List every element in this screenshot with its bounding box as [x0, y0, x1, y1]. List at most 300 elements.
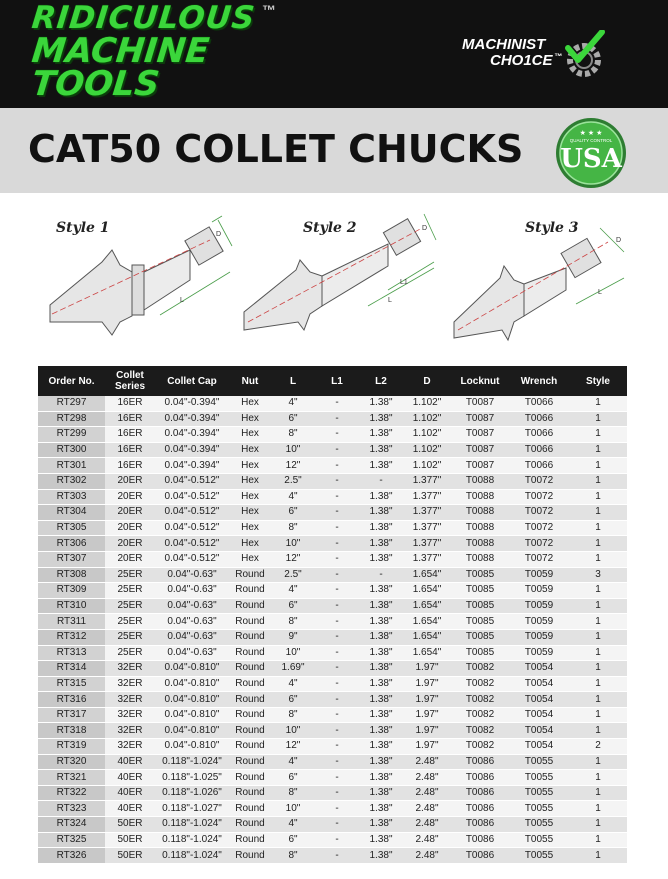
cell-collet-series: 25ER [105, 645, 155, 661]
cell-order-no: RT326 [38, 848, 105, 864]
cell-collet-series: 40ER [105, 785, 155, 801]
badge-stars: ★ ★ ★ [579, 130, 603, 137]
table-row [38, 754, 627, 770]
cell-l2: 1.38" [359, 396, 403, 411]
cell-l1: - [315, 629, 359, 645]
table-row [38, 473, 627, 489]
cell-collet-cap: 0.118"-1.024" [155, 848, 229, 864]
cell-d: 1.377" [403, 520, 451, 536]
cell-l2: 1.38" [359, 676, 403, 692]
cell-locknut: T0082 [451, 723, 509, 739]
cell-nut: Hex [229, 489, 271, 505]
cell-locknut: T0082 [451, 676, 509, 692]
cell-collet-series: 50ER [105, 817, 155, 833]
cell-collet-series: 16ER [105, 411, 155, 427]
cell-wrench: T0072 [509, 489, 569, 505]
cell-collet-cap: 0.04"-0.394" [155, 396, 229, 411]
cell-order-no: RT302 [38, 473, 105, 489]
cell-d: 1.97" [403, 661, 451, 677]
cell-order-no: RT320 [38, 754, 105, 770]
col-header-d: D [403, 366, 451, 396]
cell-locknut: T0082 [451, 692, 509, 708]
cell-style: 1 [569, 707, 627, 723]
cell-locknut: T0082 [451, 661, 509, 677]
cell-l: 2.5" [271, 473, 315, 489]
cell-locknut: T0087 [451, 442, 509, 458]
table-row [38, 458, 627, 474]
cell-collet-cap: 0.04"-0.63" [155, 629, 229, 645]
cell-order-no: RT316 [38, 692, 105, 708]
cell-style: 1 [569, 645, 627, 661]
cell-locknut: T0087 [451, 458, 509, 474]
table-row [38, 551, 627, 567]
cell-locknut: T0086 [451, 754, 509, 770]
table-row [38, 723, 627, 739]
cell-d: 2.48" [403, 785, 451, 801]
cell-collet-series: 32ER [105, 723, 155, 739]
cell-nut: Round [229, 817, 271, 833]
style-3-dim-d: D [616, 237, 622, 244]
cell-l: 4" [271, 489, 315, 505]
cell-collet-cap: 0.04"-0.63" [155, 645, 229, 661]
table-row [38, 489, 627, 505]
cell-wrench: T0059 [509, 629, 569, 645]
cell-l1: - [315, 785, 359, 801]
cell-nut: Hex [229, 536, 271, 552]
cell-nut: Hex [229, 411, 271, 427]
cell-nut: Round [229, 723, 271, 739]
cell-style: 1 [569, 801, 627, 817]
cell-collet-series: 32ER [105, 739, 155, 755]
cell-collet-cap: 0.118"-1.025" [155, 770, 229, 786]
brand-line-1: RIDICULOUS [30, 0, 258, 36]
cell-collet-series: 25ER [105, 598, 155, 614]
cell-l: 10" [271, 536, 315, 552]
cell-l2: 1.38" [359, 801, 403, 817]
cell-style: 1 [569, 520, 627, 536]
cell-style: 1 [569, 473, 627, 489]
cell-order-no: RT300 [38, 442, 105, 458]
cell-d: 1.97" [403, 692, 451, 708]
cell-locknut: T0086 [451, 832, 509, 848]
cell-l1: - [315, 676, 359, 692]
cell-l: 12" [271, 551, 315, 567]
cell-l: 8" [271, 707, 315, 723]
col-header-l1: L1 [315, 366, 359, 396]
cell-order-no: RT323 [38, 801, 105, 817]
cell-locknut: T0088 [451, 551, 509, 567]
table-row [38, 396, 627, 411]
cell-nut: Hex [229, 473, 271, 489]
badge-main-text: USA [560, 144, 622, 174]
cell-d: 1.654" [403, 629, 451, 645]
cell-d: 1.97" [403, 723, 451, 739]
cell-collet-series: 20ER [105, 551, 155, 567]
cell-order-no: RT298 [38, 411, 105, 427]
table-row [38, 832, 627, 848]
cell-wrench: T0066 [509, 442, 569, 458]
cell-collet-series: 16ER [105, 396, 155, 411]
cell-d: 1.654" [403, 645, 451, 661]
cell-wrench: T0059 [509, 645, 569, 661]
cell-l1: - [315, 427, 359, 443]
cell-l2: 1.38" [359, 505, 403, 521]
cell-l2: 1.38" [359, 583, 403, 599]
header-banner [0, 0, 668, 108]
cell-nut: Hex [229, 458, 271, 474]
cell-collet-cap: 0.04"-0.394" [155, 442, 229, 458]
cell-d: 2.48" [403, 770, 451, 786]
cell-style: 1 [569, 598, 627, 614]
brand-line-3: TOOLS [29, 64, 162, 104]
cell-order-no: RT318 [38, 723, 105, 739]
col-header-wrench: Wrench [509, 366, 569, 396]
cell-style: 1 [569, 583, 627, 599]
cell-l: 9" [271, 629, 315, 645]
cell-style: 1 [569, 661, 627, 677]
table-row [38, 739, 627, 755]
cell-wrench: T0054 [509, 692, 569, 708]
cell-d: 1.102" [403, 442, 451, 458]
gear-check-icon [562, 30, 606, 82]
cell-wrench: T0055 [509, 848, 569, 864]
cell-collet-series: 50ER [105, 832, 155, 848]
cell-collet-cap: 0.04"-0.63" [155, 598, 229, 614]
cell-collet-series: 20ER [105, 505, 155, 521]
cell-nut: Hex [229, 520, 271, 536]
cell-nut: Hex [229, 551, 271, 567]
table-row [38, 583, 627, 599]
cell-l1: - [315, 473, 359, 489]
cell-order-no: RT317 [38, 707, 105, 723]
cell-l: 2.5" [271, 567, 315, 583]
cell-l2: 1.38" [359, 629, 403, 645]
cell-nut: Round [229, 801, 271, 817]
cell-collet-series: 16ER [105, 427, 155, 443]
cell-collet-cap: 0.118"-1.024" [155, 817, 229, 833]
cell-l2: 1.38" [359, 832, 403, 848]
cell-l: 4" [271, 817, 315, 833]
brand-logo [29, 0, 332, 104]
cell-collet-series: 20ER [105, 489, 155, 505]
cell-l: 4" [271, 676, 315, 692]
table-row [38, 536, 627, 552]
cell-wrench: T0055 [509, 754, 569, 770]
cell-wrench: T0072 [509, 520, 569, 536]
cell-l: 12" [271, 458, 315, 474]
cell-locknut: T0085 [451, 598, 509, 614]
cell-l1: - [315, 442, 359, 458]
col-header-l2: L2 [359, 366, 403, 396]
cell-d: 1.654" [403, 567, 451, 583]
cell-collet-cap: 0.04"-0.394" [155, 458, 229, 474]
cell-collet-cap: 0.04"-0.394" [155, 411, 229, 427]
table-row [38, 505, 627, 521]
cell-d: 1.97" [403, 676, 451, 692]
cell-order-no: RT303 [38, 489, 105, 505]
cell-style: 1 [569, 505, 627, 521]
cell-d: 1.97" [403, 707, 451, 723]
cell-l2: 1.38" [359, 551, 403, 567]
cell-l1: - [315, 848, 359, 864]
cell-l1: - [315, 536, 359, 552]
cell-wrench: T0066 [509, 458, 569, 474]
col-header-collet-cap: Collet Cap [155, 366, 229, 396]
cell-order-no: RT309 [38, 583, 105, 599]
cell-style: 1 [569, 832, 627, 848]
style-1-dim-d: D [216, 231, 222, 238]
cell-wrench: T0054 [509, 723, 569, 739]
cell-order-no: RT310 [38, 598, 105, 614]
cell-l: 4" [271, 754, 315, 770]
cell-l2: 1.38" [359, 661, 403, 677]
cell-l2: - [359, 567, 403, 583]
cell-wrench: T0055 [509, 801, 569, 817]
cell-nut: Round [229, 661, 271, 677]
cell-collet-cap: 0.04"-0.810" [155, 739, 229, 755]
cell-l1: - [315, 645, 359, 661]
cell-l1: - [315, 520, 359, 536]
cell-style: 1 [569, 427, 627, 443]
cell-nut: Round [229, 583, 271, 599]
page-title: CAT50 COLLET CHUCKS [28, 127, 524, 171]
cell-l2: 1.38" [359, 848, 403, 864]
cell-l: 8" [271, 520, 315, 536]
cell-collet-series: 32ER [105, 661, 155, 677]
cell-wrench: T0059 [509, 614, 569, 630]
cell-d: 2.48" [403, 754, 451, 770]
cell-nut: Round [229, 645, 271, 661]
cell-collet-cap: 0.118"-1.027" [155, 801, 229, 817]
cell-d: 1.377" [403, 551, 451, 567]
cell-l: 6" [271, 505, 315, 521]
cell-collet-cap: 0.04"-0.810" [155, 723, 229, 739]
cell-order-no: RT319 [38, 739, 105, 755]
cell-l2: 1.38" [359, 520, 403, 536]
cell-l2: 1.38" [359, 458, 403, 474]
cell-collet-cap: 0.04"-0.810" [155, 661, 229, 677]
cell-nut: Round [229, 739, 271, 755]
cell-l1: - [315, 505, 359, 521]
table-row [38, 629, 627, 645]
cell-nut: Round [229, 754, 271, 770]
cell-collet-cap: 0.04"-0.63" [155, 614, 229, 630]
style-3-label: Style 3 [525, 220, 579, 236]
table-body [38, 396, 627, 863]
cell-locknut: T0085 [451, 567, 509, 583]
cell-wrench: T0054 [509, 739, 569, 755]
cell-nut: Round [229, 598, 271, 614]
cell-nut: Hex [229, 442, 271, 458]
cell-l2: 1.38" [359, 817, 403, 833]
cell-style: 1 [569, 396, 627, 411]
style-2-dim-d: D [422, 225, 428, 232]
cell-d: 1.654" [403, 583, 451, 599]
cell-l: 6" [271, 692, 315, 708]
machinist-line-2: CHO1CE [490, 52, 553, 69]
style-2-tool-drawing [238, 210, 448, 350]
cell-wrench: T0066 [509, 396, 569, 411]
cell-wrench: T0054 [509, 676, 569, 692]
cell-collet-series: 25ER [105, 614, 155, 630]
cell-order-no: RT304 [38, 505, 105, 521]
cell-l2: 1.38" [359, 785, 403, 801]
cell-locknut: T0086 [451, 801, 509, 817]
cell-l: 8" [271, 614, 315, 630]
cell-l2: 1.38" [359, 427, 403, 443]
cell-nut: Hex [229, 427, 271, 443]
style-2-label: Style 2 [303, 220, 357, 236]
cell-nut: Round [229, 692, 271, 708]
brand-trademark: ™ [262, 2, 276, 18]
machinist-trademark: ™ [554, 52, 562, 61]
cell-collet-cap: 0.04"-0.512" [155, 489, 229, 505]
cell-collet-series: 50ER [105, 848, 155, 864]
cell-l: 8" [271, 427, 315, 443]
cell-style: 1 [569, 551, 627, 567]
cell-collet-series: 25ER [105, 629, 155, 645]
cell-l1: - [315, 551, 359, 567]
cell-collet-cap: 0.04"-0.63" [155, 583, 229, 599]
cell-locknut: T0086 [451, 848, 509, 864]
cell-order-no: RT308 [38, 567, 105, 583]
cell-l1: - [315, 801, 359, 817]
cell-l1: - [315, 770, 359, 786]
cell-l: 10" [271, 801, 315, 817]
cell-locknut: T0088 [451, 505, 509, 521]
cell-order-no: RT322 [38, 785, 105, 801]
cell-nut: Hex [229, 505, 271, 521]
cell-l: 1.69" [271, 661, 315, 677]
cell-l2: 1.38" [359, 598, 403, 614]
cell-l: 10" [271, 645, 315, 661]
cell-l: 10" [271, 723, 315, 739]
table-row [38, 427, 627, 443]
cell-locknut: T0085 [451, 645, 509, 661]
cell-wrench: T0055 [509, 785, 569, 801]
cell-locknut: T0086 [451, 785, 509, 801]
cell-l2: 1.38" [359, 692, 403, 708]
cell-wrench: T0072 [509, 473, 569, 489]
cell-nut: Round [229, 567, 271, 583]
cell-l2: 1.38" [359, 723, 403, 739]
cell-l2: 1.38" [359, 489, 403, 505]
table-row [38, 614, 627, 630]
cell-collet-cap: 0.04"-0.810" [155, 676, 229, 692]
cell-collet-series: 20ER [105, 473, 155, 489]
cell-nut: Round [229, 832, 271, 848]
table-row [38, 645, 627, 661]
table-header-row [38, 366, 627, 396]
cell-l1: - [315, 723, 359, 739]
cell-collet-cap: 0.04"-0.810" [155, 692, 229, 708]
cell-locknut: T0088 [451, 536, 509, 552]
cell-l: 8" [271, 848, 315, 864]
cell-wrench: T0072 [509, 551, 569, 567]
cell-l2: 1.38" [359, 411, 403, 427]
cell-d: 2.48" [403, 832, 451, 848]
cell-style: 1 [569, 676, 627, 692]
cell-l2: 1.38" [359, 754, 403, 770]
cell-style: 1 [569, 458, 627, 474]
cell-collet-cap: 0.04"-0.63" [155, 567, 229, 583]
cell-wrench: T0055 [509, 770, 569, 786]
cell-wrench: T0059 [509, 583, 569, 599]
cell-l1: - [315, 458, 359, 474]
cell-l1: - [315, 739, 359, 755]
cell-l2: 1.38" [359, 770, 403, 786]
cell-wrench: T0072 [509, 536, 569, 552]
cell-d: 2.48" [403, 817, 451, 833]
cell-style: 1 [569, 785, 627, 801]
table-row [38, 567, 627, 583]
cell-l: 6" [271, 832, 315, 848]
cell-l1: - [315, 614, 359, 630]
cell-collet-series: 40ER [105, 770, 155, 786]
cell-collet-cap: 0.04"-0.810" [155, 707, 229, 723]
cell-d: 1.102" [403, 427, 451, 443]
cell-wrench: T0054 [509, 707, 569, 723]
cell-collet-series: 32ER [105, 676, 155, 692]
table-row [38, 442, 627, 458]
table-row [38, 801, 627, 817]
cell-style: 1 [569, 614, 627, 630]
cell-locknut: T0085 [451, 614, 509, 630]
cell-l1: - [315, 396, 359, 411]
cell-style: 1 [569, 692, 627, 708]
style-2-dim-l: L [388, 297, 392, 304]
cell-collet-cap: 0.04"-0.512" [155, 536, 229, 552]
table-row [38, 817, 627, 833]
cell-l2: 1.38" [359, 707, 403, 723]
usa-quality-badge [555, 117, 627, 189]
cell-collet-series: 32ER [105, 692, 155, 708]
cell-l1: - [315, 832, 359, 848]
table-row [38, 598, 627, 614]
cell-wrench: T0054 [509, 661, 569, 677]
cell-style: 1 [569, 489, 627, 505]
style-3-dim-l: L [598, 289, 602, 296]
cell-l: 12" [271, 739, 315, 755]
cell-l: 8" [271, 785, 315, 801]
cell-style: 1 [569, 817, 627, 833]
cell-collet-cap: 0.04"-0.394" [155, 427, 229, 443]
col-header-order-no: Order No. [38, 366, 105, 396]
cell-collet-series: 40ER [105, 754, 155, 770]
col-header-nut: Nut [229, 366, 271, 396]
cell-locknut: T0087 [451, 427, 509, 443]
cell-nut: Round [229, 785, 271, 801]
cell-collet-series: 25ER [105, 567, 155, 583]
cell-wrench: T0055 [509, 817, 569, 833]
cell-collet-series: 25ER [105, 583, 155, 599]
cell-l1: - [315, 661, 359, 677]
cell-d: 1.97" [403, 739, 451, 755]
cell-collet-cap: 0.118"-1.024" [155, 754, 229, 770]
cell-d: 1.377" [403, 505, 451, 521]
cell-order-no: RT305 [38, 520, 105, 536]
cell-order-no: RT324 [38, 817, 105, 833]
cell-l2: 1.38" [359, 614, 403, 630]
cell-style: 1 [569, 770, 627, 786]
cell-collet-series: 16ER [105, 458, 155, 474]
table-row [38, 770, 627, 786]
cell-collet-cap: 0.04"-0.512" [155, 505, 229, 521]
cell-nut: Round [229, 848, 271, 864]
cell-d: 1.654" [403, 614, 451, 630]
cell-l: 6" [271, 770, 315, 786]
cell-nut: Round [229, 770, 271, 786]
